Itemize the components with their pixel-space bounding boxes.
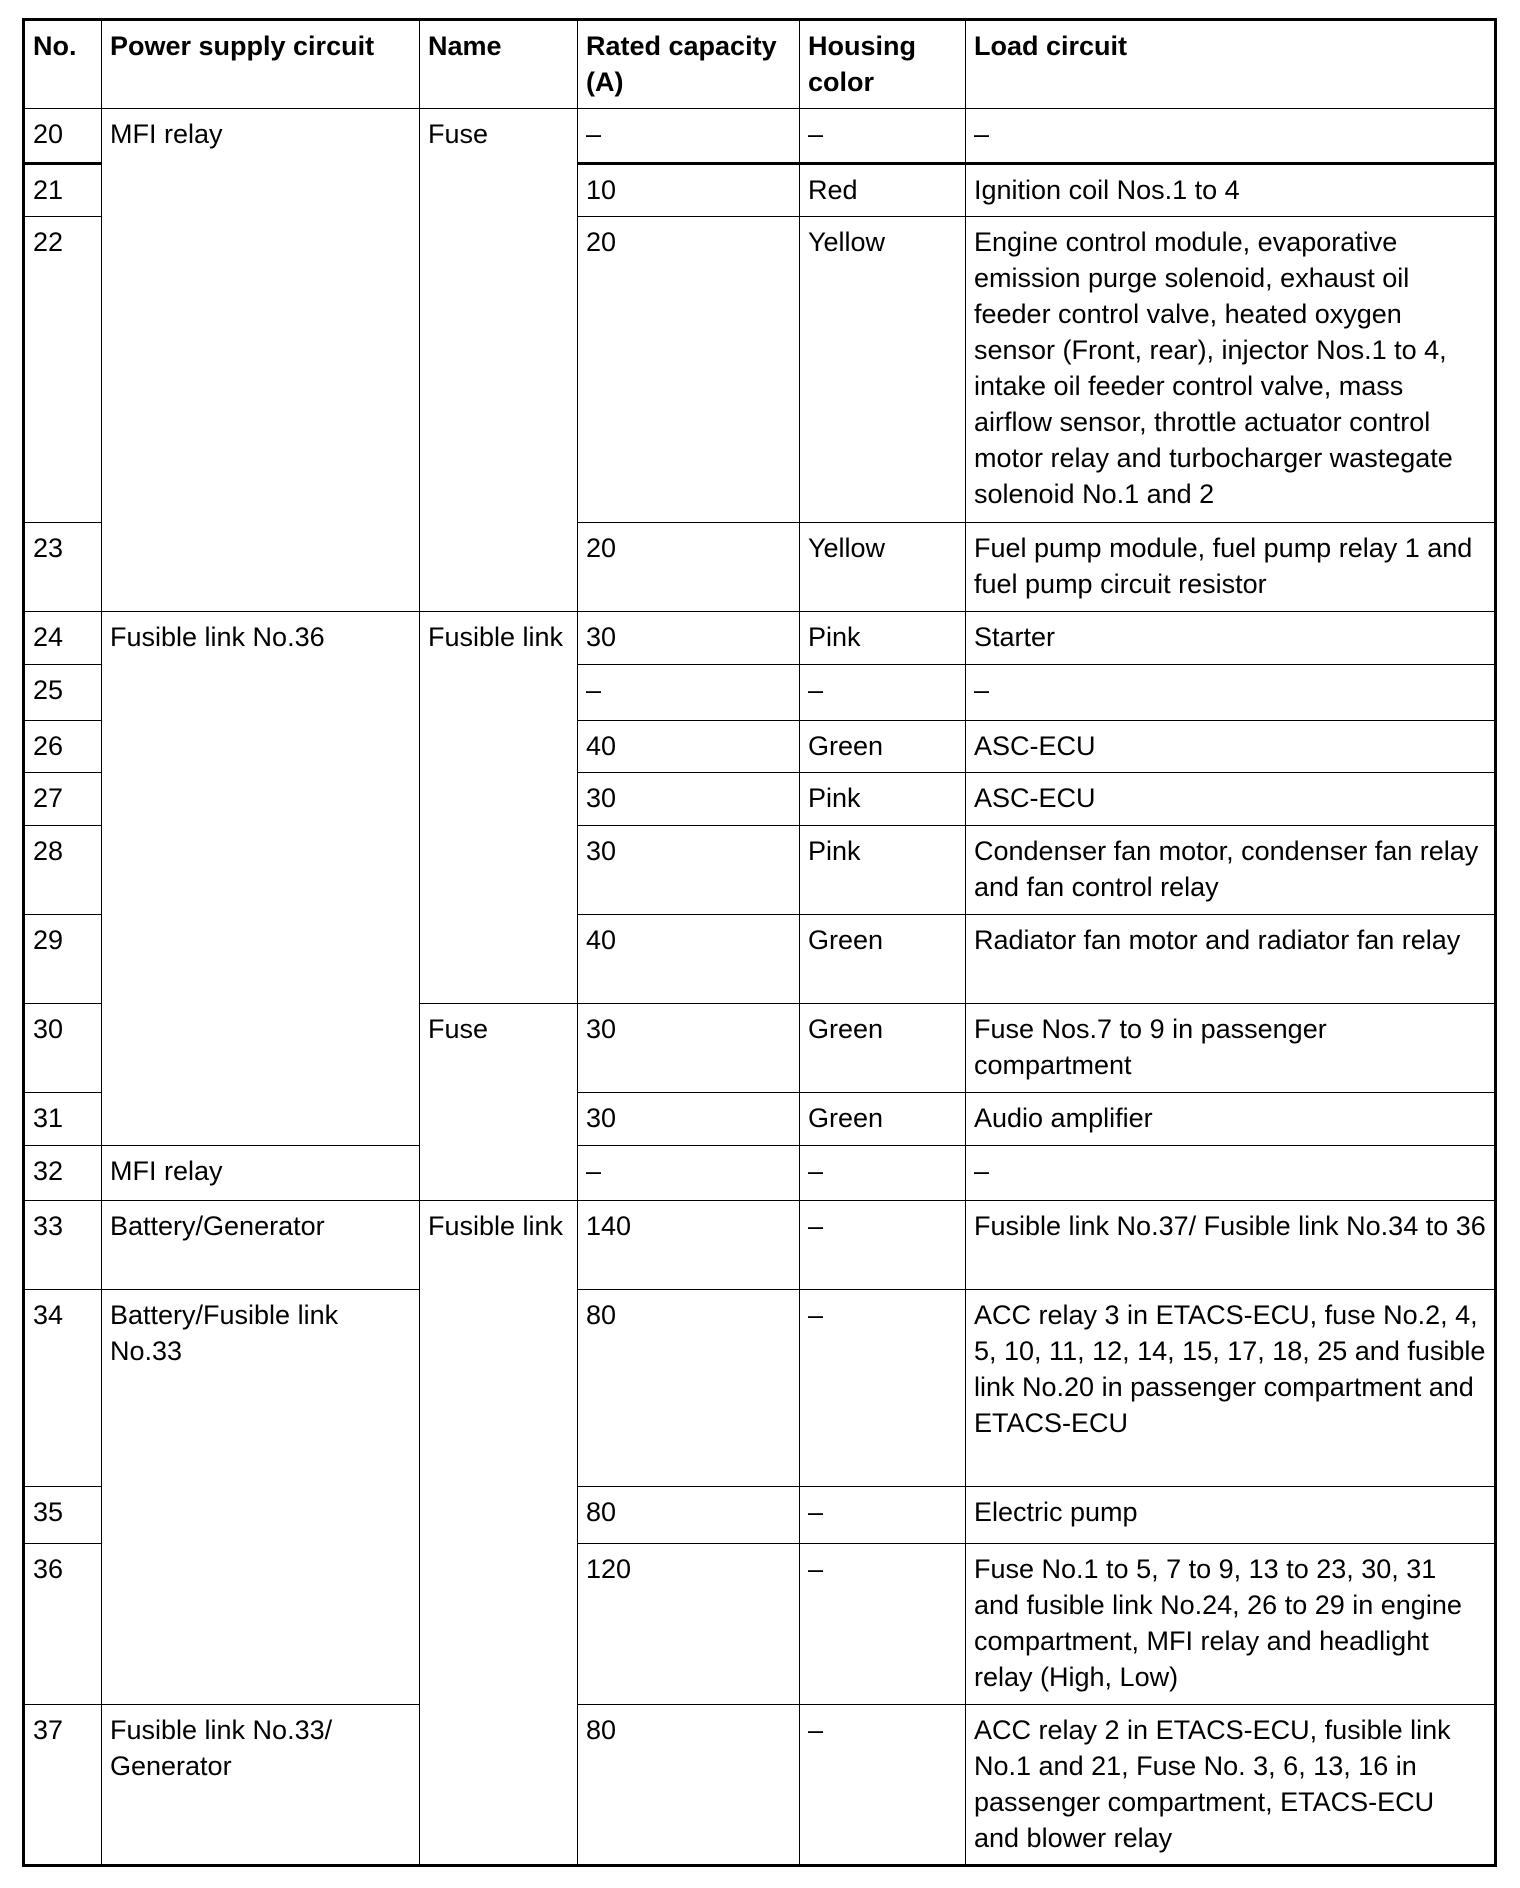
cell-color: –: [800, 109, 966, 164]
cell-rated: 80: [578, 1705, 800, 1866]
cell-color: –: [800, 1146, 966, 1201]
cell-rated: 80: [578, 1487, 800, 1544]
cell-load: Electric pump: [966, 1487, 1496, 1544]
cell-color: –: [800, 665, 966, 721]
cell-color: Red: [800, 164, 966, 217]
cell-color: –: [800, 1290, 966, 1487]
cell-load: Fusible link No.37/ Fusible link No.34 to 36: [966, 1201, 1496, 1290]
cell-color: –: [800, 1487, 966, 1544]
cell-load: Starter: [966, 612, 1496, 665]
cell-load: Engine control module, evaporative emission purge solenoid, exhaust oil feeder control valve, heated oxygen sensor (Front, rear), injector Nos.1 to 4, intake oil feeder control valve, mass airflow sensor, throttle actuator control motor relay and turbocharger wastegate solenoid No.1 and 2: [966, 217, 1496, 523]
fuse-table: [22, 18, 1497, 1867]
table-row: [24, 109, 1496, 164]
cell-load: –: [966, 665, 1496, 721]
cell-load: –: [966, 109, 1496, 164]
table-row: [24, 1201, 1496, 1290]
cell-load: –: [966, 1146, 1496, 1201]
cell-load: Ignition coil Nos.1 to 4: [966, 164, 1496, 217]
table-row: [24, 1290, 1496, 1487]
cell-color: Green: [800, 721, 966, 773]
cell-rated: 140: [578, 1201, 800, 1290]
cell-color: –: [800, 1705, 966, 1866]
cell-no: 33: [24, 1201, 102, 1290]
cell-name: Fuse: [420, 1004, 578, 1201]
cell-color: Green: [800, 915, 966, 1004]
cell-power-supply: Battery/Fusible link No.33: [102, 1290, 420, 1705]
cell-no: 25: [24, 665, 102, 721]
cell-rated: 30: [578, 1093, 800, 1146]
cell-name: Fusible link: [420, 612, 578, 1004]
cell-rated: 10: [578, 164, 800, 217]
cell-name: Fusible link: [420, 1201, 578, 1866]
cell-load: ASC-ECU: [966, 721, 1496, 773]
cell-no: 34: [24, 1290, 102, 1487]
cell-no: 37: [24, 1705, 102, 1866]
cell-load: Radiator fan motor and radiator fan relay: [966, 915, 1496, 1004]
cell-name: Fuse: [420, 109, 578, 612]
cell-rated: 30: [578, 1004, 800, 1093]
cell-no: 24: [24, 612, 102, 665]
cell-rated: 20: [578, 523, 800, 612]
header-housing-color: Housing color: [800, 20, 966, 109]
cell-color: Green: [800, 1004, 966, 1093]
cell-no: 29: [24, 915, 102, 1004]
cell-power-supply: Fusible link No.33/ Generator: [102, 1705, 420, 1866]
cell-load: Condenser fan motor, condenser fan relay and fan control relay: [966, 826, 1496, 915]
cell-no: 32: [24, 1146, 102, 1201]
cell-color: –: [800, 1201, 966, 1290]
cell-color: Pink: [800, 826, 966, 915]
cell-power-supply: Battery/Generator: [102, 1201, 420, 1290]
cell-color: Pink: [800, 773, 966, 826]
header-load-circuit: Load circuit: [966, 20, 1496, 109]
cell-rated: 30: [578, 773, 800, 826]
table-row: [24, 1705, 1496, 1866]
cell-load: ACC relay 2 in ETACS-ECU, fusible link No.1 and 21, Fuse No. 3, 6, 13, 16 in passenger compartment, ETACS-ECU and blower relay: [966, 1705, 1496, 1866]
cell-no: 35: [24, 1487, 102, 1544]
header-power-supply: Power supply circuit: [102, 20, 420, 109]
cell-load: Fuse No.1 to 5, 7 to 9, 13 to 23, 30, 31 and fusible link No.24, 26 to 29 in engine compartment, MFI relay and headlight relay (High, Low): [966, 1544, 1496, 1705]
header-rated-capacity: Rated capacity (A): [578, 20, 800, 109]
cell-color: Yellow: [800, 523, 966, 612]
cell-no: 31: [24, 1093, 102, 1146]
cell-rated: –: [578, 1146, 800, 1201]
cell-power-supply: MFI relay: [102, 1146, 420, 1201]
header-name: Name: [420, 20, 578, 109]
cell-color: Yellow: [800, 217, 966, 523]
cell-no: 26: [24, 721, 102, 773]
cell-no: 36: [24, 1544, 102, 1705]
cell-no: 20: [24, 109, 102, 164]
cell-rated: 30: [578, 826, 800, 915]
cell-rated: –: [578, 109, 800, 164]
cell-color: –: [800, 1544, 966, 1705]
cell-no: 22: [24, 217, 102, 523]
cell-load: ACC relay 3 in ETACS-ECU, fuse No.2, 4, 5, 10, 11, 12, 14, 15, 17, 18, 25 and fusible link No.20 in passenger compartment and ETACS-ECU: [966, 1290, 1496, 1487]
cell-load: ASC-ECU: [966, 773, 1496, 826]
cell-load: Fuel pump module, fuel pump relay 1 and fuel pump circuit resistor: [966, 523, 1496, 612]
cell-rated: 20: [578, 217, 800, 523]
header-row: [24, 20, 1496, 109]
cell-rated: 120: [578, 1544, 800, 1705]
cell-color: Pink: [800, 612, 966, 665]
cell-rated: 30: [578, 612, 800, 665]
cell-rated: 40: [578, 721, 800, 773]
cell-power-supply: Fusible link No.36: [102, 612, 420, 1146]
cell-no: 28: [24, 826, 102, 915]
cell-rated: –: [578, 665, 800, 721]
header-no: No.: [24, 20, 102, 109]
cell-no: 23: [24, 523, 102, 612]
cell-rated: 80: [578, 1290, 800, 1487]
cell-no: 27: [24, 773, 102, 826]
cell-no: 21: [24, 164, 102, 217]
cell-rated: 40: [578, 915, 800, 1004]
cell-load: Fuse Nos.7 to 9 in passenger compartment: [966, 1004, 1496, 1093]
table-row: [24, 1146, 1496, 1201]
cell-power-supply: MFI relay: [102, 109, 420, 612]
table-row: [24, 612, 1496, 665]
cell-load: Audio amplifier: [966, 1093, 1496, 1146]
cell-no: 30: [24, 1004, 102, 1093]
cell-color: Green: [800, 1093, 966, 1146]
